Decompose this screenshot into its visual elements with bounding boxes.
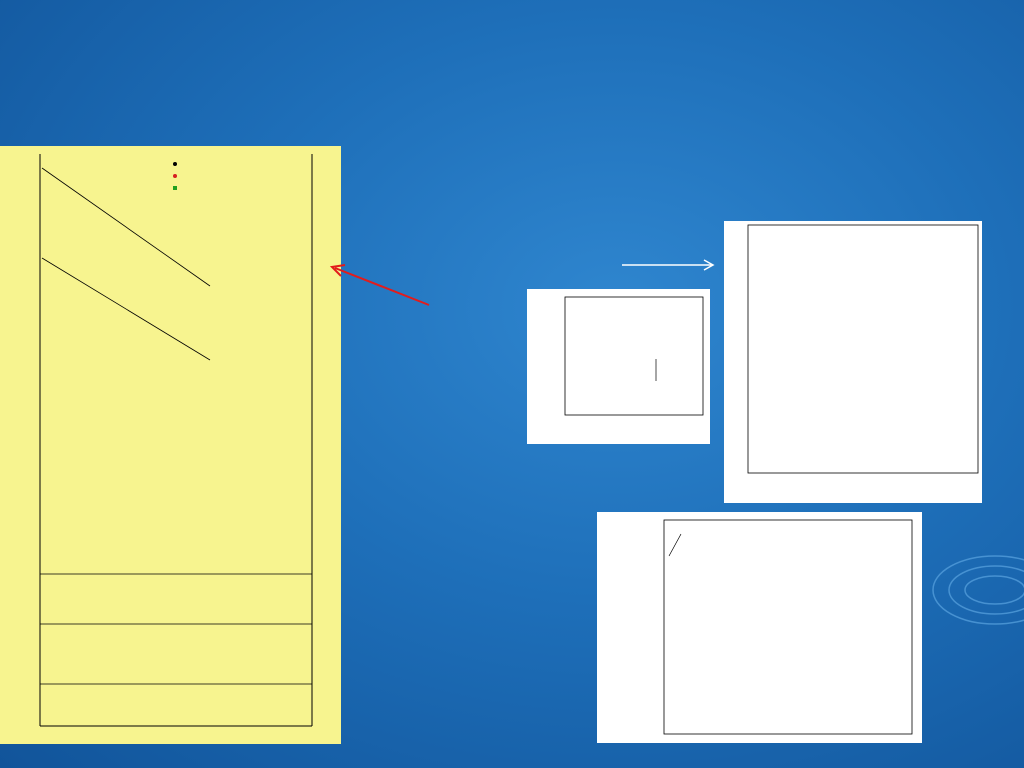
pointer-arrow-right bbox=[600, 255, 725, 275]
legend-marker-mcd bbox=[173, 174, 177, 178]
legend-marker-cfht bbox=[173, 186, 177, 190]
decorative-swirl bbox=[925, 510, 1024, 660]
heii-spectrum-chart bbox=[527, 289, 710, 444]
new-data-arrow bbox=[325, 258, 435, 310]
nii-profiles-panel bbox=[724, 221, 982, 503]
velocity-chart bbox=[0, 146, 341, 744]
light-curve-chart bbox=[597, 512, 922, 743]
nii-profiles-chart bbox=[724, 221, 982, 503]
velocity-panel bbox=[0, 146, 341, 744]
legend-marker-bta bbox=[173, 162, 177, 166]
heii-spectrum-panel bbox=[527, 289, 710, 444]
light-curve-panel bbox=[597, 512, 922, 743]
